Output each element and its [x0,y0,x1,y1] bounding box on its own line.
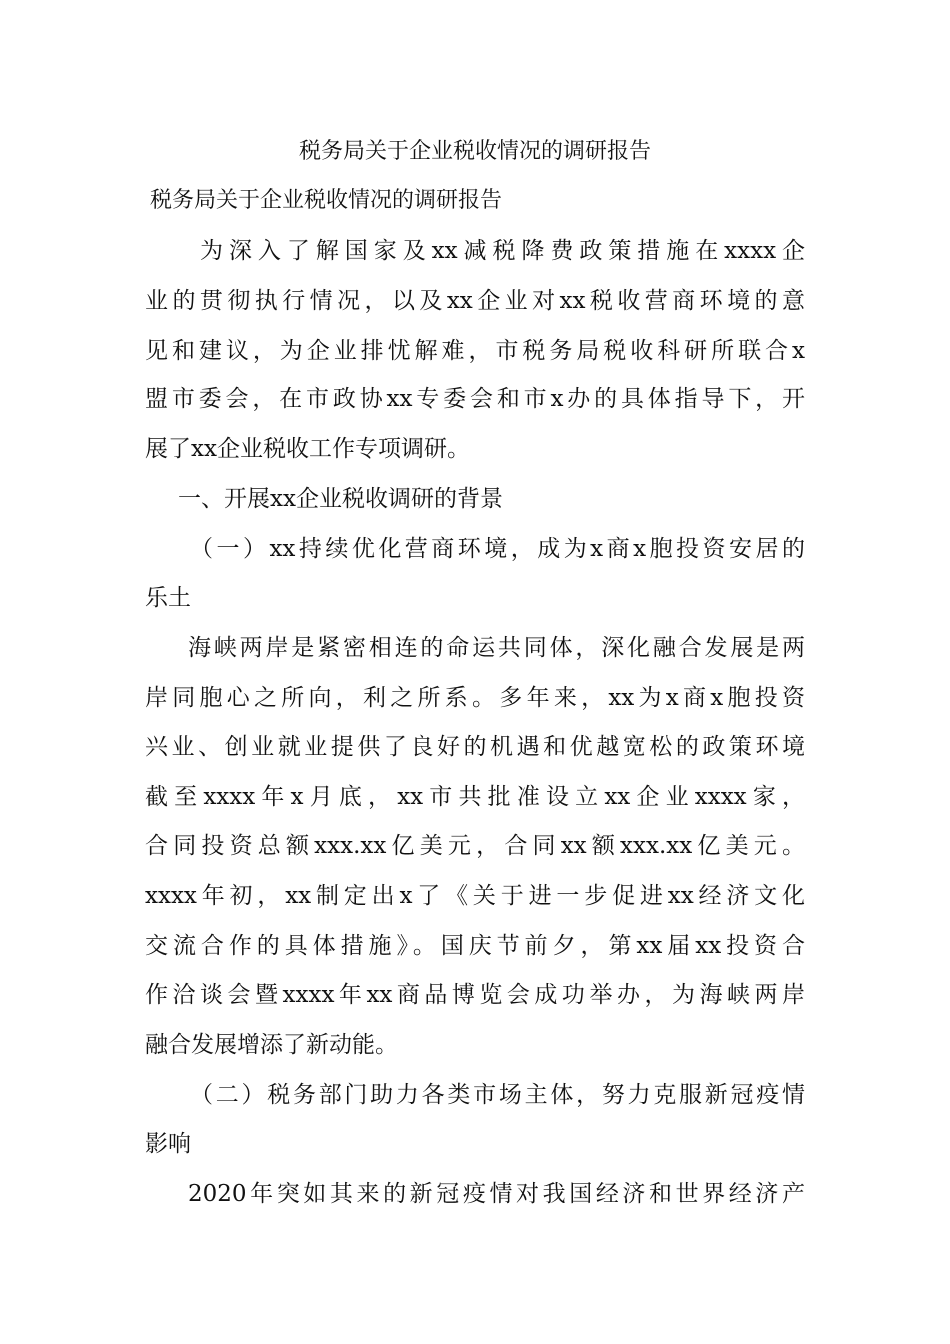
paragraph-line: 兴业、创业就业提供了良好的机遇和优越宽松的政策环境 [145,734,805,760]
paragraph-line: 作洽谈会暨xxxx年xx商品博览会成功举办，为海峡两岸 [145,982,805,1008]
paragraph-line: 见和建议，为企业排忧解难，市税务局税收科研所联合x [145,338,805,364]
paragraph-line: 合同投资总额xxx.xx亿美元，合同xx额xxx.xx亿美元。 [145,833,805,859]
document-title: 税务局关于企业税收情况的调研报告 [298,139,651,164]
paragraph-line: 展了xx企业税收工作专项调研。 [145,436,470,462]
section-heading: 一、开展xx企业税收调研的背景 [178,486,503,512]
paragraph-line: 盟市委会，在市政协xx专委会和市x办的具体指导下，开 [145,386,805,412]
document-subtitle: 税务局关于企业税收情况的调研报告 [150,188,503,213]
subsection-heading-cont: 乐土 [145,585,191,611]
subsection-heading: （一）xx持续优化营商环境，成为x商x胞投资安居的 [190,536,805,562]
subsection-heading-cont: 影响 [145,1131,191,1157]
paragraph-line: xxxx年初，xx制定出x了《关于进一步促进xx经济文化 [145,883,805,909]
paragraph-line: 截至xxxx年x月底，xx市共批准设立xx企业xxxx家， [145,784,805,810]
paragraph-line: 为深入了解国家及xx减税降费政策措施在xxxx企 [200,238,805,264]
paragraph-line: 2020年突如其来的新冠疫情对我国经济和世界经济产 [188,1181,805,1207]
paragraph-line: 海峡两岸是紧密相连的命运共同体，深化融合发展是两 [188,635,805,661]
paragraph-line: 融合发展增添了新动能。 [145,1032,398,1058]
paragraph-line: 业的贯彻执行情况，以及xx企业对xx税收营商环境的意 [145,288,805,314]
paragraph-line: 交流合作的具体措施》。国庆节前夕，第xx届xx投资合 [145,933,805,959]
paragraph-line: 岸同胞心之所向，利之所系。多年来，xx为x商x胞投资 [145,685,805,711]
subsection-heading: （二）税务部门助力各类市场主体，努力克服新冠疫情 [190,1082,805,1108]
